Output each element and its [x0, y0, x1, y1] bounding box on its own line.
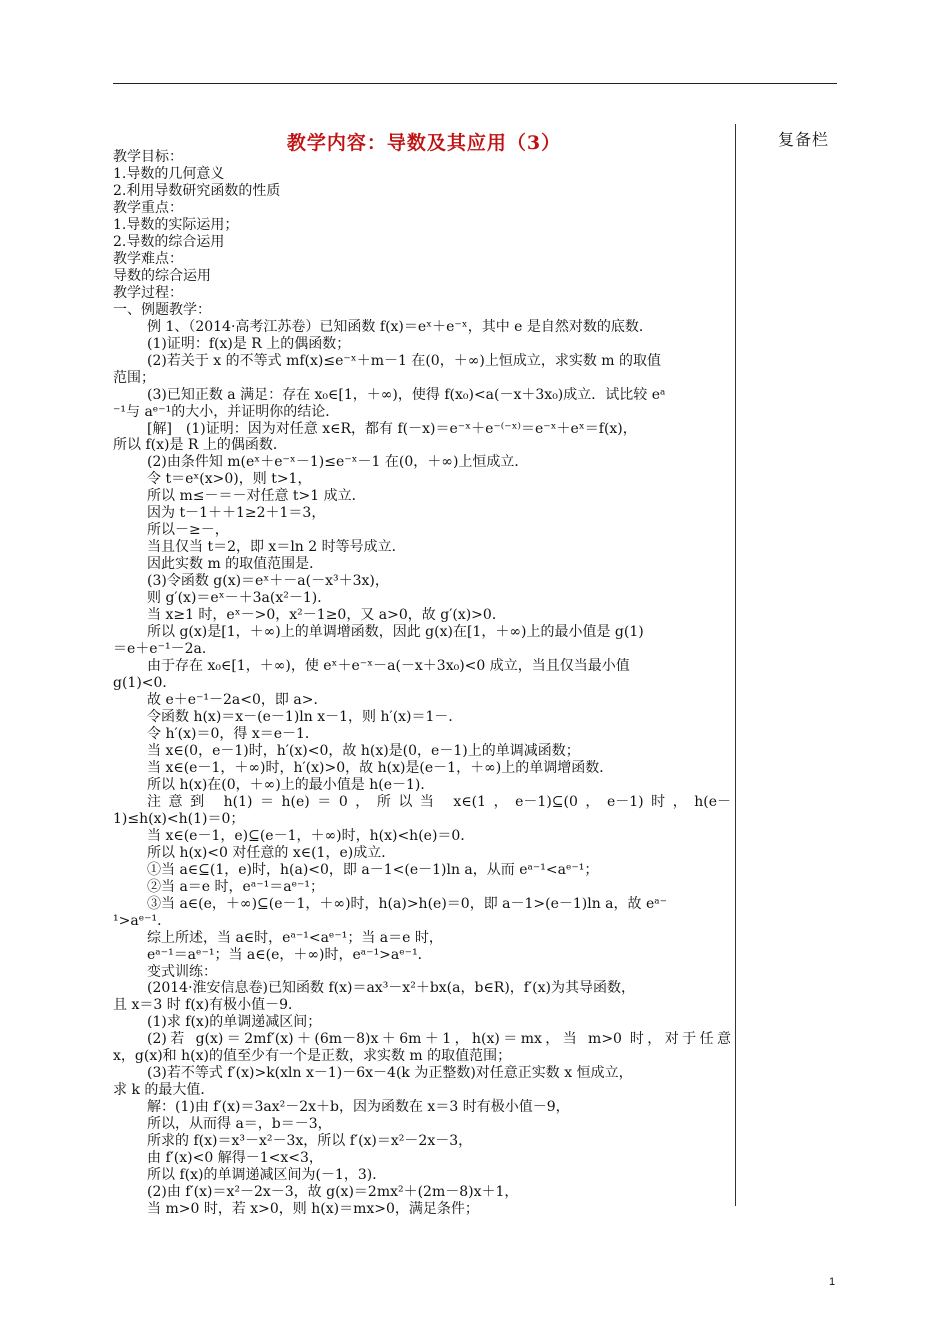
- text-line: 当 x≥1 时，eˣ－>0，x²－1≥0，又 a>0，故 g′(x)>0．: [147, 607, 506, 624]
- text-line: 所以 m≤－＝－对任意 t>1 成立．: [147, 488, 366, 505]
- text-line: 由于存在 x₀∈[1，＋∞)，使 eˣ＋e⁻ˣ－a(－x＋3x₀)<0 成立，当且仅当最小值: [147, 658, 630, 675]
- text-line: 当 x∈(e－1，e)⊆(e－1，＋∞)时，h(x)<h(e)＝0．: [147, 827, 475, 844]
- text-line: 教学难点：: [113, 250, 183, 267]
- text-line: 例 1、（2014·高考江苏卷）已知函数 f(x)＝eˣ＋e⁻ˣ，其中 e 是自然对数的底数．: [147, 318, 653, 335]
- text-line: 2.导数的综合运用: [113, 233, 225, 250]
- text-line: (2)由 f′(x)＝x²－2x－3，故 g(x)＝2mx²＋(2m－8)x＋1，: [147, 1184, 519, 1201]
- text-line: 变式训练：: [147, 963, 217, 980]
- text-line: 当 x∈(e－1，＋∞)时，h′(x)>0，故 h(x)是(e－1，＋∞)上的单调增函数．: [147, 759, 614, 776]
- text-line: 1.导数的实际运用；: [113, 216, 239, 233]
- text-line: 所以 g(x)是[1，＋∞)上的单调增函数，因此 g(x)在[1，＋∞)上的最小值是 g(1): [147, 624, 644, 641]
- text-line: 范围；: [113, 369, 155, 386]
- text-line: (2)由条件知 m(eˣ＋e⁻ˣ－1)≤e⁻ˣ－1 在(0，＋∞)上恒成立．: [147, 454, 529, 471]
- text-line: ¹>aᵉ⁻¹．: [113, 912, 172, 929]
- text-line: 则 g′(x)＝eˣ－＋3a(x²－1)．: [147, 590, 332, 607]
- lesson-body: [113, 149, 731, 1218]
- text-line: 由 f′(x)<0 解得－1<x<3，: [147, 1150, 323, 1167]
- column-divider: [735, 124, 736, 1206]
- text-line: 令 h′(x)＝0，得 x＝e－1．: [147, 725, 319, 742]
- text-line: (2)若关于 x 的不等式 mf(x)≤e⁻ˣ＋m－1 在(0，＋∞)上恒成立，求实数 m 的取值: [147, 352, 661, 369]
- text-line: 所以 h(x)<0 对任意的 x∈(1，e)成立．: [147, 844, 396, 861]
- text-line: ⁻¹与 aᵉ⁻¹的大小，并证明你的结论．: [113, 403, 340, 420]
- text-line: 故 e＋e⁻¹－2a<0，即 a>．: [147, 692, 328, 708]
- text-line: 注意到 h(1)＝h(e)＝0，所以当 x∈(1，e－1)⊆(0，e－1)时，h(e－: [147, 793, 731, 810]
- text-line: 求 k 的最大值．: [113, 1082, 215, 1099]
- text-line: 所以，从而得 a＝，b＝－3，: [147, 1116, 332, 1133]
- text-line: 当 x∈(0，e－1)时，h′(x)<0，故 h(x)是(0，e－1)上的单调减函数；: [147, 742, 580, 759]
- text-line: 一、例题教学：: [113, 301, 211, 318]
- text-line: 教学重点：: [113, 199, 183, 216]
- text-line: 当且仅当 t＝2，即 x＝ln 2 时等号成立．: [147, 539, 406, 556]
- top-rule: [113, 83, 837, 84]
- text-line: 综上所述，当 a∈时，eᵃ⁻¹<aᵉ⁻¹；当 a＝e 时，: [147, 929, 443, 946]
- text-line: 且 x＝3 时 f(x)有极小值－9．: [113, 997, 303, 1014]
- text-line: 1)≤h(x)<h(1)＝0；: [113, 810, 245, 827]
- text-line: (3)令函数 g(x)＝eˣ＋－a(－x³＋3x)，: [147, 573, 389, 590]
- text-line: 当 m>0 时，若 x>0，则 h(x)＝mx>0，满足条件；: [147, 1201, 479, 1218]
- text-line: 因为 t－1＋＋1≥2＋1＝3，: [147, 505, 326, 522]
- text-line: 导数的综合运用: [113, 267, 211, 284]
- text-line: eᵃ⁻¹＝aᵉ⁻¹；当 a∈(e，＋∞)时，eᵃ⁻¹>aᵉ⁻¹．: [147, 946, 432, 963]
- text-line: 令函数 h(x)＝x－(e－1)ln x－1，则 h′(x)＝1－．: [147, 708, 463, 725]
- text-line: 令 t＝eˣ(x>0)，则 t>1，: [147, 471, 312, 488]
- text-line: (1)证明：f(x)是 R 上的偶函数；: [147, 335, 351, 352]
- text-line: (1)求 f(x)的单调递减区间；: [147, 1014, 322, 1031]
- text-line: 因此实数 m 的取值范围是．: [147, 556, 324, 573]
- text-line: 解：(1)由 f′(x)＝3ax²－2x＋b，因为函数在 x＝3 时有极小值－9，: [147, 1099, 570, 1116]
- text-line: (2)若 g(x)＝2mf′(x)＋(6m－8)x＋6m＋1，h(x)＝mx，当 m>0 时，对于任意: [147, 1031, 731, 1048]
- text-line: ①当 a∈⊆(1，e)时，h(a)<0，即 a－1<(e－1)ln a，从而 eᵃ⁻¹<aᵉ⁻¹；: [147, 861, 599, 878]
- text-line: 所以 f(x)是 R 上的偶函数．: [113, 437, 287, 454]
- text-line: [解] (1)证明：因为对任意 x∈R，都有 f(－x)＝e⁻ˣ＋e⁻⁽⁻ˣ⁾＝e⁻ˣ＋eˣ＝f(x)，: [147, 420, 637, 437]
- text-line: 所以 f(x)的单调递减区间为(－1，3)．: [147, 1167, 387, 1184]
- text-line: ＝e＋e⁻¹－2a．: [113, 641, 216, 658]
- side-column-label: 复备栏: [778, 130, 830, 149]
- text-line: 教学过程：: [113, 284, 183, 301]
- text-line: 所以－≥－，: [147, 522, 229, 539]
- text-line: x，g(x)和 h(x)的值至少有一个是正数，求实数 m 的取值范围；: [113, 1048, 512, 1065]
- text-line: 教学目标：: [113, 149, 183, 165]
- text-line: ③当 a∈(e，＋∞)⊆(e－1，＋∞)时，h(a)>h(e)＝0，即 a－1>(e－1)ln a，故 eᵃ⁻: [147, 895, 668, 912]
- page-number: 1: [829, 1276, 836, 1288]
- text-line: 1.导数的几何意义: [113, 165, 225, 182]
- text-line: (3)若不等式 f′(x)>k(xln x－1)－6x－4(k 为正整数)对任意正实数 x 恒成立，: [147, 1065, 633, 1082]
- page-title: 教学内容：导数及其应用（3）: [286, 132, 562, 154]
- text-line: 2.利用导数研究函数的性质: [113, 182, 281, 199]
- text-line: (3)已知正数 a 满足：存在 x₀∈[1，＋∞)，使得 f(x₀)<a(－x＋3x₀)成立．试比较 eᵃ: [147, 386, 666, 403]
- text-line: g(1)<0．: [113, 675, 177, 692]
- text-line: 所以 h(x)在(0，＋∞)上的最小值是 h(e－1)．: [147, 776, 435, 793]
- text-line: 所求的 f(x)＝x³－x²－3x，所以 f′(x)＝x²－2x－3，: [147, 1133, 473, 1150]
- text-line: ②当 a＝e 时，eᵃ⁻¹＝aᵉ⁻¹；: [147, 878, 324, 895]
- text-line: (2014·淮安信息卷)已知函数 f(x)＝ax³－x²＋bx(a，b∈R)，f′(x)为其导函数，: [147, 980, 635, 997]
